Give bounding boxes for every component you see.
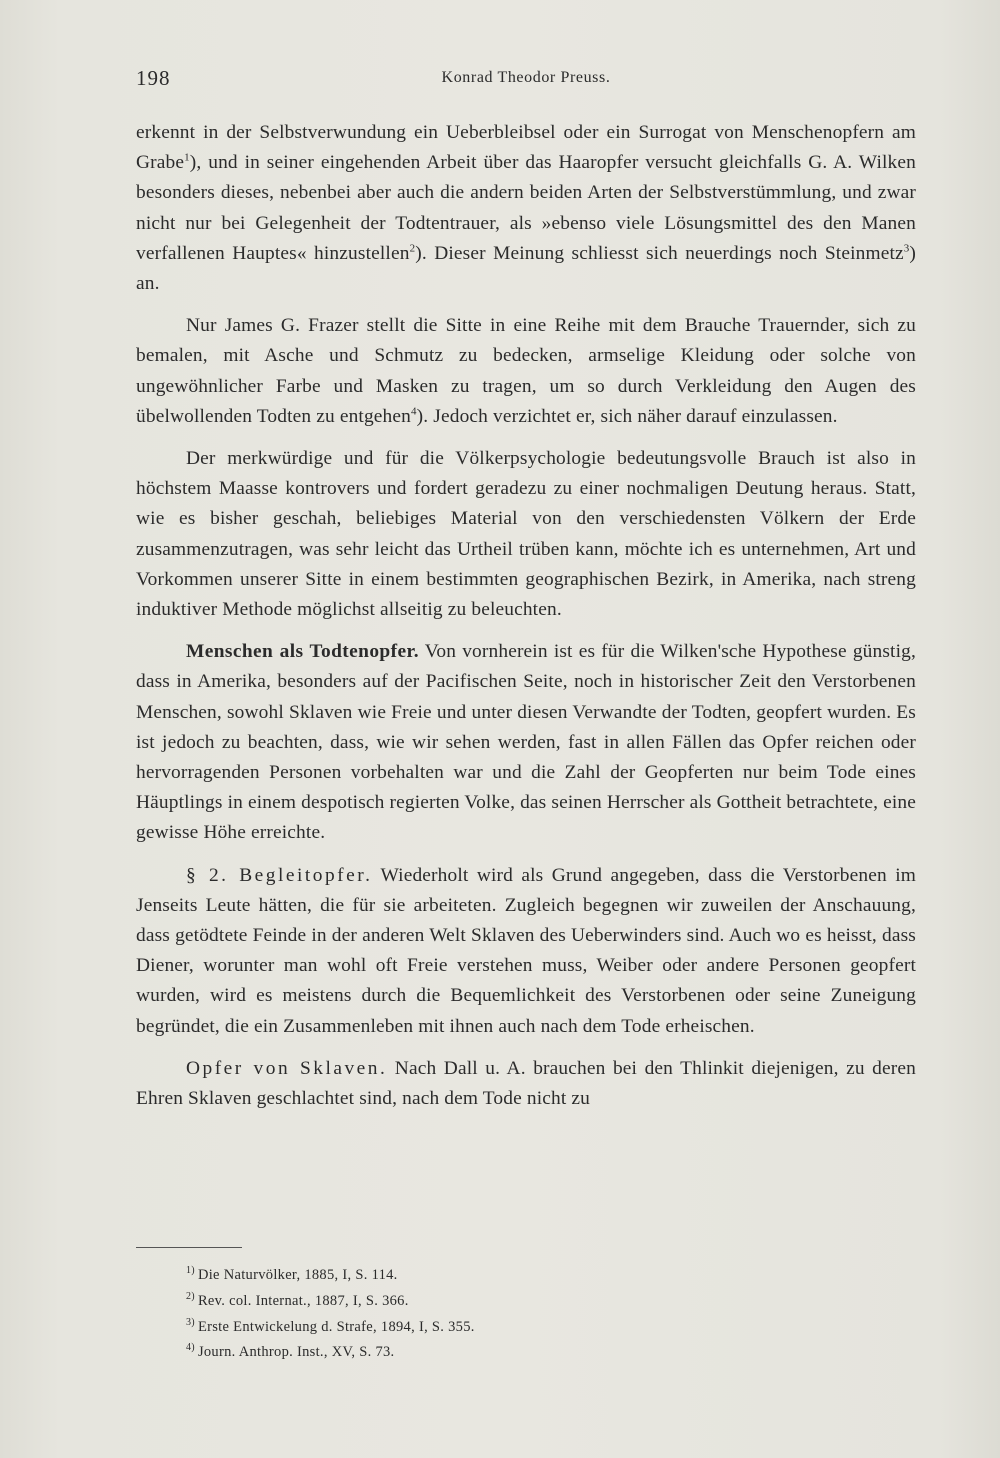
footnote-divider [136,1247,242,1248]
paragraph-2-part-a: Nur James G. Frazer stellt die Sitte in eine Reihe mit dem Brauche Trauernder, sich zu bemalen, mit Asche und Schmutz zu bedecken, armselige Kleidung oder solche von ungewöhnlicher Farbe und Masken zu tragen, um so durch Verkleidung den Augen des übelwollenden Todten zu entgehen [136,315,916,427]
footnote-4 [186,1337,686,1363]
paragraph-6-text: Nach Dall u. A. brauchen bei den Thlinkit diejenigen, zu deren Ehren Sklaven geschlachtet sind, nach dem Tode nicht zu [136,1057,916,1110]
body-text [136,118,916,1126]
paragraph-3: Der merkwürdige und für die Völkerpsychologie bedeutungsvolle Brauch ist also in höchstem Maasse kontrovers und fordert geradezu zu einer nochmaligen Deutung heraus. Statt, wie es bisher geschah, beliebiges Material von den verschiedensten Völkern der Erde zusammenzutragen, was sehr leicht das Urtheil trüben kann, möchte ich es unternehmen, Art und Vorkommen unserer Sitte in einem bestimmten geographischen Bezirk, in Amerika, nach streng induktiver Methode möglichst allseitig zu beleuchten. [136,448,916,621]
paragraph-1 [136,118,916,299]
footnote-1-mark: 1) [186,1265,195,1276]
footnote-2-mark: 2) [186,1290,195,1302]
paragraph-1-part-a: erkennt in der Selbstverwundung ein Ueberbleibsel oder ein Surrogat von Menschenopfern am Grabe [136,122,916,174]
section-heading-begleitopfer: § 2. Begleitopfer. [186,864,373,886]
footnote-ref-1: 1 [184,151,190,164]
footnote-2 [186,1286,686,1312]
running-title: Konrad Theodor Preuss. [441,69,611,86]
paragraph-1-part-b: ), und in seiner eingehenden Arbeit über das Haaropfer versucht gleichfalls G. A. Wilken besonders dieses, nebenbei aber auch die andern beiden Arten der Selbstverstümmlung, und zwar nicht nur bei Gelegenheit der Todtentrauer, als »ebenso viele Lösungsmittel des den Manen verfallenen Hauptes« hinzustellen [136,152,916,264]
footnote-4-text: Journ. Anthrop. Inst., XV, S. 73. [197,1344,395,1361]
paragraph-5 [136,861,916,1042]
footnote-3 [186,1312,686,1338]
paragraph-5-text: Wiederholt wird als Grund angegeben, dass die Verstorbenen im Jenseits Leute hätten, die für sie arbeiteten. Zugleich begegnen wir zuweilen der Anschauung, dass getödtete Feinde in der anderen Welt Sklaven des Ueberwinders sind. Auch wo es heisst, dass Diener, worunter man wohl oft Freie verstehen muss, Weiber oder andere Personen geopfert wurden, wird es meistens durch die Bequemlichkeit des Verstorbenen oder seine Zuneigung begründet, die ein Zusammenleben mit ihnen auch nach dem Tode erheischen. [136,864,916,1037]
section-heading-opfer-von-sklaven: Opfer von Sklaven. [186,1057,388,1079]
footnote-3-mark: 3) [186,1316,195,1328]
section-heading-menschen-als-todtenopfer: Menschen als Todtenopfer. [186,641,419,663]
footnote-ref-2: 2 [409,242,416,255]
footnotes [186,1260,686,1363]
footnote-ref-3: 3 [903,242,910,255]
paragraph-2 [136,311,916,432]
footnote-ref-4: 4 [411,405,417,418]
footnote-1 [186,1260,686,1286]
paragraph-4 [136,637,916,848]
paragraph-4-text: Von vornherein ist es für die Wilken'sche Hypothese günstig, dass in Amerika, besonders auf der Pacifischen Seite, noch in historischer Zeit den Verstorbenen Menschen, sowohl Sklaven wie Freie und unter diesen Verwandte der Todten, geopfert wurden. Es ist jedoch zu beachten, dass, wie wir sehen werden, fast in allen Fällen das Opfer reichen oder hervorragenden Personen vorbehalten war und die Zahl der Geopferten nur beim Tode eines Häuptlings in einem despotisch regierten Volke, das seinen Herrscher als Gottheit betrachtete, eine gewisse Höhe erreichte. [136,641,916,844]
paragraph-2-part-b: ). Jedoch verzichtet er, sich näher darauf einzulassen. [416,405,838,427]
footnote-2-text: Rev. col. Internat., 1887, I, S. 366. [197,1292,409,1309]
paragraph-1-part-d: ) an. [136,242,917,295]
paragraph-6 [136,1054,916,1114]
paragraph-1-part-c: ). Dieser Meinung schliesst sich neuerdings noch Steinmetz [415,242,904,264]
page-number: 198 [136,66,171,90]
page-header [136,66,916,96]
footnote-3-text: Erste Entwickelung d. Strafe, 1894, I, S. 355. [197,1318,475,1335]
footnote-1-text: Die Naturvölker, 1885, I, S. 114. [197,1266,398,1283]
footnote-4-mark: 4) [186,1342,195,1354]
